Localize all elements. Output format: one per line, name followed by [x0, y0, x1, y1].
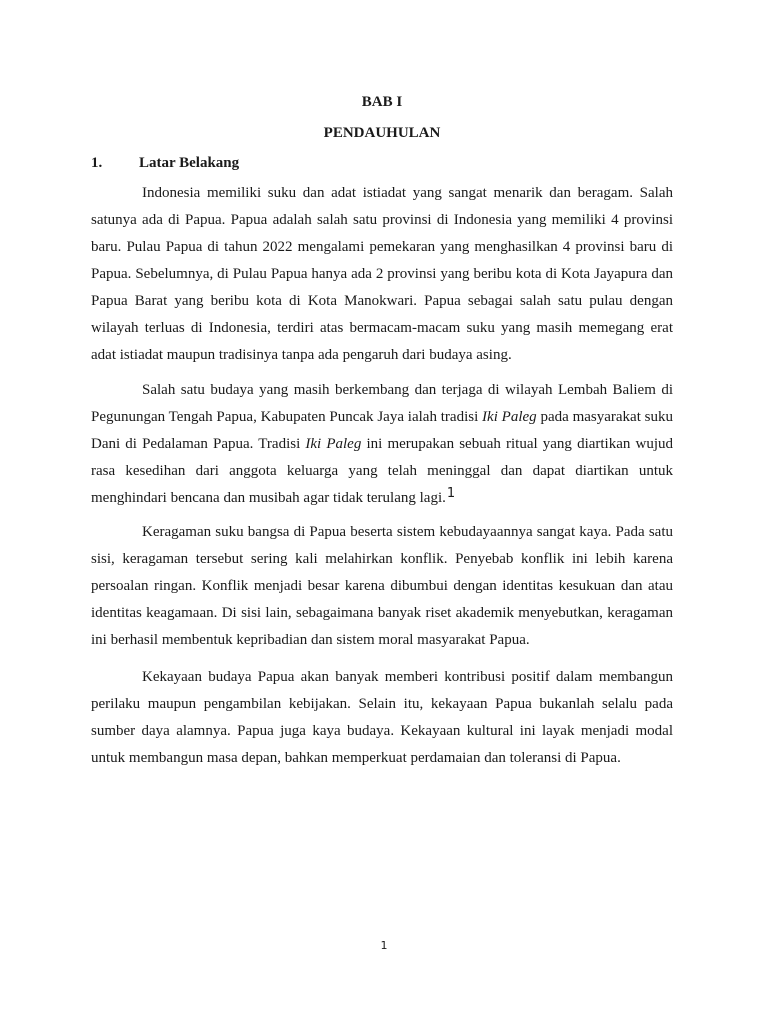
footnote-reference[interactable]: 1: [446, 486, 456, 501]
paragraph-1: Indonesia memiliki suku dan adat istiadat yang sangat menarik dan beragam. Salah satunya ada di Papua. Papua adalah salah satu provinsi di Indonesia yang memiliki 4 provinsi baru. Pulau Papua di tahun 2022 mengalami pemekaran yang menghasilkan 4 provinsi baru di Papua. Sebelumnya, di Pulau Papua hanya ada 2 provinsi yang beribu kota di Kota Jayapura dan Papua Barat yang beribu kota di Kota Manokwari. Papua sebagai salah satu pulau dengan wilayah terluas di Indonesia, terdiri atas bermacam-macam suku yang masih memegang erat adat istiadat maupun tradisinya tanpa ada pengaruh dari budaya asing.: [91, 185, 673, 363]
chapter-label: BAB I: [361, 94, 403, 110]
italic-term-iki-paleg: Iki Paleg: [482, 409, 537, 425]
section-number: 1.: [91, 155, 103, 171]
section-heading: [91, 153, 673, 173]
italic-term-iki-paleg-2: Iki Paleg: [305, 436, 362, 452]
paragraph-2: [91, 377, 673, 512]
chapter-title: PENDAUHULAN: [323, 125, 441, 141]
section-title: Latar Belakang: [139, 155, 240, 171]
paragraph-3: Keragaman suku bangsa di Papua beserta sistem kebudayaannya sangat kaya. Pada satu sisi, keragaman tersebut sering kali melahirkan konflik. Penyebab konflik ini lebih karena persoalan ringan. Konflik menjadi besar karena dibumbui dengan identitas kesukuan dan atau identitas keagamaan. Di sisi lain, sebagaimana banyak riset akademik menyebutkan, keragaman ini berhasil membentuk kepribadian dan sistem moral masyarakat Papua.: [91, 524, 673, 648]
paragraph-2-text-1: Salah satu budaya yang masih berkembang dan terjaga di wilayah Lembah Baliem di Pegunungan Tengah Papua, Kabupaten Puncak Jaya ialah tradisi: [91, 382, 673, 425]
page-number: 1: [380, 939, 388, 952]
paragraph-2-text-2: pada masyarakat suku Dani di Pedalaman Papua. Tradisi: [91, 409, 674, 452]
paragraph-4: Kekayaan budaya Papua akan banyak memberi kontribusi positif dalam membangun perilaku maupun pengambilan kebijakan. Selain itu, kekayaan Papua bukanlah selalu pada sumber daya alamnya. Papua juga kaya budaya. Kekayaan kultural ini layak menjadi modal untuk membangun masa depan, bahkan memperkuat perdamaian dan toleransi di Papua.: [91, 669, 673, 766]
paragraph-2-text-3: ini merupakan sebuah ritual yang diartikan wujud rasa kesedihan dari anggota keluarga yang telah meninggal dan dapat diartikan untuk menghindari bencana dan musibah agar tidak terulang lagi.: [91, 436, 674, 506]
page-content: [91, 92, 673, 772]
